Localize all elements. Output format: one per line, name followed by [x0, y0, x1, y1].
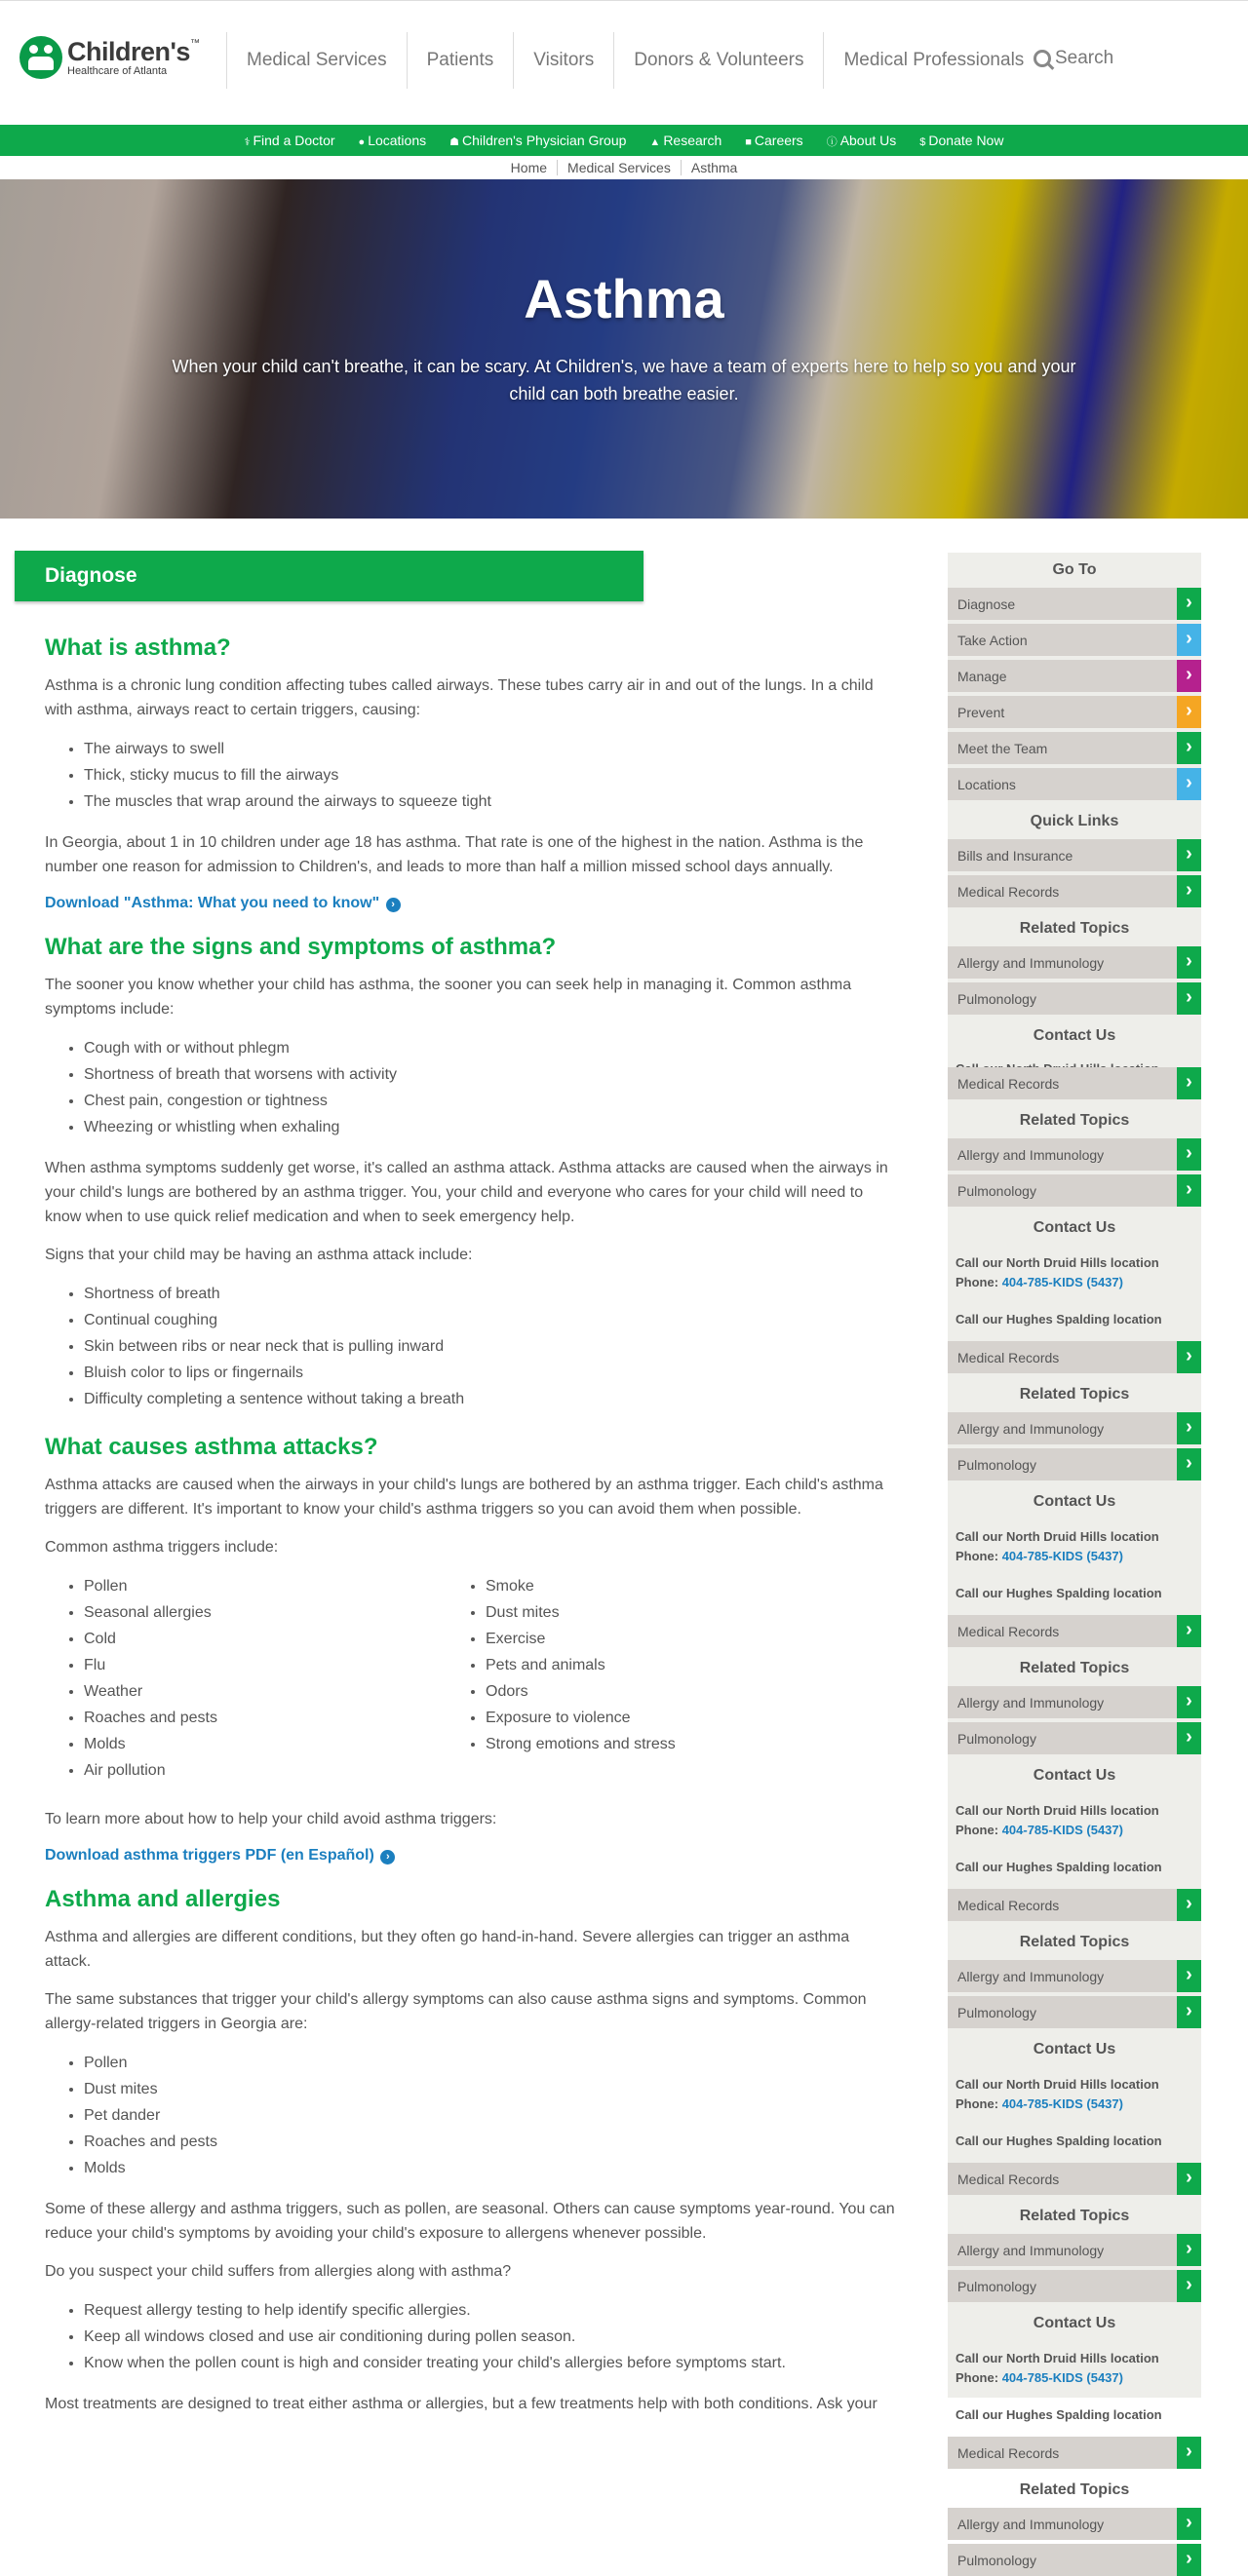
phone-link[interactable]: 404-785-KIDS (5437): [1001, 1823, 1123, 1837]
contact-block: Call our North Druid Hills location Phone: 404-785-KIDS (5437) Call our Hughes Spalding location: [956, 2077, 1162, 2148]
list-item: • The airways to swell: [84, 736, 892, 762]
triggers-columns: [45, 1573, 892, 1784]
list-item: • Molds: [84, 1731, 447, 1757]
list-symptoms: [84, 1035, 892, 1140]
phone-link[interactable]: 404-785-KIDS (5437): [1001, 1549, 1123, 1563]
search-button[interactable]: [1034, 48, 1113, 69]
list-item: • Shortness of breath that worsens with activity: [84, 1061, 892, 1088]
nav-visitors[interactable]: Visitors: [513, 32, 613, 89]
chevron-right-icon: ›: [1177, 588, 1201, 620]
util-locations[interactable]: ● Locations: [358, 133, 427, 148]
util-find-a-doctor[interactable]: ⚕ Find a Doctor: [244, 133, 335, 148]
quick-medical-records[interactable]: Medical Records ›: [948, 2437, 1201, 2469]
list-suspect: [84, 2297, 892, 2376]
list-item: • Air pollution: [84, 1757, 447, 1784]
logo-name: Children's: [67, 36, 190, 66]
list-item: • Skin between ribs or near neck that is pulling inward: [84, 1333, 892, 1360]
chevron-right-icon: ›: [1177, 1138, 1201, 1171]
chevron-right-icon: ›: [1177, 732, 1201, 764]
list-item: • Wheezing or whistling when exhaling: [84, 1114, 892, 1140]
goto-meet-the-team[interactable]: Meet the Team ›: [948, 732, 1201, 764]
list-item: • Roaches and pests: [84, 2129, 892, 2155]
related-pulmonology[interactable]: Pulmonology ›: [948, 1722, 1201, 1754]
user-md-icon: ☗: [449, 136, 459, 148]
chevron-right-icon: ›: [1177, 2163, 1201, 2195]
goto-manage[interactable]: Manage ›: [948, 660, 1201, 692]
list-item: • Cold: [84, 1626, 447, 1652]
chevron-right-icon: ›: [1177, 1722, 1201, 1754]
contact-block: Call our North Druid Hills location Phone: 404-785-KIDS (5437) Call our Hughes Spalding location: [956, 2351, 1162, 2422]
chevron-right-icon: ›: [1177, 1960, 1201, 1992]
goto-take-action[interactable]: Take Action ›: [948, 624, 1201, 656]
page-title: Asthma: [524, 268, 724, 329]
list-item: • Smoke: [486, 1573, 848, 1599]
phone-link[interactable]: 404-785-KIDS (5437): [1001, 2370, 1123, 2385]
phone-link[interactable]: 404-785-KIDS (5437): [1001, 1275, 1123, 1289]
logo-mark-icon: [20, 36, 62, 79]
heading-causes: What causes asthma attacks?: [45, 1434, 378, 1460]
logo-trademark: ™: [189, 37, 200, 49]
list-item: • Flu: [84, 1652, 447, 1678]
related-pulmonology[interactable]: Pulmonology ›: [948, 1448, 1201, 1480]
chevron-right-icon: ›: [1177, 1067, 1201, 1099]
chevron-right-icon: ›: [1177, 839, 1201, 871]
list-item: • Shortness of breath: [84, 1281, 892, 1307]
sidebar-related-title: Related Topics: [1019, 920, 1130, 937]
quick-medical-records[interactable]: Medical Records ›: [948, 2163, 1201, 2195]
hero-image-overlay: [0, 179, 1248, 519]
breadcrumb-current: Asthma: [681, 160, 747, 175]
heading-asthma-allergies: Asthma and allergies: [45, 1886, 281, 1912]
hero-subtitle: When your child can't breathe, it can be scary. At Children's, we have a team of experts here to help so you and your child can both breathe easier.: [172, 357, 1076, 404]
chevron-right-icon: ›: [1177, 2270, 1201, 2302]
breadcrumb: [0, 156, 1248, 179]
list-item: • Pollen: [84, 2050, 892, 2076]
paragraph: Asthma is a chronic lung condition affecting tubes called airways. These tubes carry air in and out of the lungs. In a child with asthma, airways react to certain triggers, causing:: [45, 677, 874, 718]
chevron-right-icon: ›: [1177, 1996, 1201, 2028]
triggers-list-left: [84, 1573, 447, 1784]
related-pulmonology[interactable]: Pulmonology ›: [948, 1174, 1201, 1207]
sidebar-contact-title: Contact Us: [1033, 2315, 1116, 2331]
related-pulmonology[interactable]: Pulmonology ›: [948, 1996, 1201, 2028]
related-allergy-immunology[interactable]: Allergy and Immunology ›: [948, 1412, 1201, 1444]
quick-medical-records[interactable]: Medical Records ›: [948, 1067, 1201, 1099]
list-item: • Pet dander: [84, 2102, 892, 2129]
list-item: • Weather: [84, 1678, 447, 1705]
list-item: • Pets and animals: [486, 1652, 848, 1678]
main-nav: [226, 32, 1043, 89]
sidebar-related-title: Related Topics: [1019, 1934, 1130, 1950]
section-header-diagnose: Diagnose: [15, 551, 644, 601]
list-allergy-triggers: [84, 2050, 892, 2181]
list-item: • Exercise: [486, 1626, 848, 1652]
search-label: Search: [1055, 48, 1114, 68]
contact-block: Call our North Druid Hills location Phone: 404-785-KIDS (5437) Call our Hughes Spalding location: [956, 1255, 1162, 1326]
contact-block-clipped: [948, 1054, 1201, 1067]
goto-locations[interactable]: Locations ›: [948, 768, 1201, 800]
list-causing: [84, 736, 892, 815]
list-item: • Keep all windows closed and use air conditioning during pollen season.: [84, 2324, 892, 2350]
chevron-right-icon: ›: [1177, 768, 1201, 800]
sidebar-related-title: Related Topics: [1019, 2208, 1130, 2224]
site-header: [0, 0, 1248, 125]
goto-diagnose[interactable]: Diagnose ›: [948, 588, 1201, 620]
map-pin-icon: ●: [358, 136, 366, 148]
list-item: • Pollen: [84, 1573, 447, 1599]
childrens-logo[interactable]: [20, 36, 199, 79]
list-item: • Cough with or without phlegm: [84, 1035, 892, 1061]
download-asthma-guide-link[interactable]: Download "Asthma: What you need to know" ›: [45, 895, 401, 912]
chevron-right-icon: ›: [1177, 624, 1201, 656]
contact-block: Call our North Druid Hills location Phone: 404-785-KIDS (5437) Call our Hughes Spalding location: [956, 1803, 1162, 1874]
related-allergy-immunology[interactable]: Allergy and Immunology ›: [948, 1138, 1201, 1171]
chevron-right-icon: ›: [1177, 1448, 1201, 1480]
chevron-right-icon: ›: [1177, 946, 1201, 979]
chevron-right-icon: ›: [1177, 1341, 1201, 1373]
hero-banner: [0, 179, 1248, 519]
paragraph: Asthma and allergies are different conditions, but they often go hand-in-hand. Severe allergies can trigger an asthma attack.: [45, 1929, 850, 1970]
chevron-right-circle-icon: ›: [386, 898, 401, 912]
stethoscope-icon: ⚕: [244, 136, 251, 148]
chevron-right-icon: ›: [1177, 875, 1201, 907]
sidebar-quick-links-title: Quick Links: [1030, 813, 1119, 829]
briefcase-icon: ■: [745, 136, 752, 148]
paragraph: The sooner you know whether your child has asthma, the sooner you can seek help in managing it. Common asthma symptoms include:: [45, 977, 852, 1018]
paragraph: When asthma symptoms suddenly get worse, it's called an asthma attack. Asthma attacks are caused when the airways in your child's lungs are bothered by an asthma trigger. You, your child and everyone who cares for your child will need to know when to use quick relief medication and when to seek emergency help.: [45, 1160, 888, 1225]
paragraph: Asthma attacks are caused when the airways in your child's lungs are bothered by an asthma trigger. Each child's asthma triggers are different. It's important to know your child's asthma triggers so you can avoid them when possible.: [45, 1477, 883, 1518]
chevron-right-icon: ›: [1177, 1174, 1201, 1207]
download-triggers-pdf-link[interactable]: Download asthma triggers PDF (en Español) ›: [45, 1847, 395, 1865]
list-item: • Know when the pollen count is high and consider treating your child's allergies before symptoms start.: [84, 2350, 892, 2376]
related-pulmonology[interactable]: Pulmonology ›: [948, 2544, 1201, 2576]
paragraph: Some of these allergy and asthma triggers, such as pollen, are seasonal. Others can cause symptoms year-round. You can reduce your child's symptoms by avoiding your child's exposure to allergens whenever possible.: [45, 2201, 895, 2242]
quick-medical-records[interactable]: Medical Records ›: [948, 875, 1201, 907]
chevron-right-icon: ›: [1177, 2437, 1201, 2469]
list-item: • Bluish color to lips or fingernails: [84, 1360, 892, 1386]
list-item: • Strong emotions and stress: [486, 1731, 848, 1757]
chevron-right-icon: ›: [1177, 1412, 1201, 1444]
sidebar: [948, 553, 1201, 2569]
nav-medical-services[interactable]: Medical Services: [226, 32, 407, 89]
sidebar-goto-title: Go To: [1052, 561, 1097, 578]
sidebar-contact-title: Contact Us: [1033, 1027, 1116, 1044]
quick-medical-records[interactable]: Medical Records ›: [948, 1341, 1201, 1373]
search-icon: [1034, 50, 1051, 67]
nav-donors-volunteers[interactable]: Donors & Volunteers: [613, 32, 823, 89]
util-research[interactable]: ▲ Research: [649, 133, 722, 148]
paragraph: Signs that your child may be having an asthma attack include:: [45, 1247, 473, 1263]
paragraph: Common asthma triggers include:: [45, 1539, 279, 1556]
related-allergy-immunology[interactable]: Allergy and Immunology ›: [948, 946, 1201, 979]
paragraph: To learn more about how to help your child avoid asthma triggers:: [45, 1811, 497, 1827]
main-content: [15, 551, 895, 2430]
chevron-right-icon: ›: [1177, 660, 1201, 692]
util-careers[interactable]: ■ Careers: [745, 133, 803, 148]
chevron-right-icon: ›: [1177, 1615, 1201, 1647]
list-item: • Chest pain, congestion or tightness: [84, 1088, 892, 1114]
quick-bills-insurance[interactable]: Bills and Insurance ›: [948, 839, 1201, 871]
paragraph: The same substances that trigger your child's allergy symptoms can also cause asthma signs and symptoms. Common allergy-related triggers in Georgia are:: [45, 1991, 867, 2032]
sidebar-contact-title: Contact Us: [1033, 1219, 1116, 1236]
info-icon: ⓘ: [826, 135, 838, 148]
sidebar-contact-title: Contact Us: [1033, 2041, 1116, 2057]
nav-medical-professionals[interactable]: Medical Professionals: [823, 32, 1043, 89]
phone-link[interactable]: 404-785-KIDS (5437): [1001, 2096, 1123, 2111]
list-item: • Roaches and pests: [84, 1705, 447, 1731]
list-item: • Thick, sticky mucus to fill the airways: [84, 762, 892, 788]
list-item: • Continual coughing: [84, 1307, 892, 1333]
list-item: • The muscles that wrap around the airways to squeeze tight: [84, 788, 892, 815]
related-pulmonology[interactable]: Pulmonology ›: [948, 982, 1201, 1015]
list-item: • Exposure to violence: [486, 1705, 848, 1731]
heading-what-is-asthma: What is asthma?: [45, 634, 231, 661]
quick-medical-records[interactable]: Medical Records ›: [948, 1889, 1201, 1921]
list-item: • Request allergy testing to help identify specific allergies.: [84, 2297, 892, 2324]
goto-prevent[interactable]: Prevent ›: [948, 696, 1201, 728]
paragraph: Most treatments are designed to treat either asthma or allergies, but a few treatments help with both conditions. Ask your: [45, 2396, 878, 2412]
quick-medical-records[interactable]: Medical Records ›: [948, 1615, 1201, 1647]
related-allergy-immunology[interactable]: Allergy and Immunology ›: [948, 1686, 1201, 1718]
chevron-right-icon: ›: [1177, 2234, 1201, 2266]
list-item: • Molds: [84, 2155, 892, 2181]
breadcrumb-home[interactable]: Home: [510, 160, 548, 175]
sidebar-related-title: Related Topics: [1019, 2481, 1130, 2498]
heading-signs-symptoms: What are the signs and symptoms of asthma?: [45, 934, 557, 960]
util-about-us[interactable]: ⓘ About Us: [826, 132, 897, 148]
nav-patients[interactable]: Patients: [407, 32, 514, 89]
logo-subtitle: Healthcare of Atlanta: [67, 64, 168, 77]
list-item: • Difficulty completing a sentence without taking a breath: [84, 1386, 892, 1412]
chevron-right-icon: ›: [1177, 2508, 1201, 2540]
chevron-right-circle-icon: ›: [380, 1850, 395, 1865]
related-allergy-immunology[interactable]: Allergy and Immunology ›: [948, 2234, 1201, 2266]
list-attack-signs: [84, 1281, 892, 1412]
list-item: • Dust mites: [486, 1599, 848, 1626]
breadcrumb-medical-services[interactable]: Medical Services: [557, 160, 681, 175]
sidebar-contact-title: Contact Us: [1033, 1493, 1116, 1510]
list-item: • Dust mites: [84, 2076, 892, 2102]
sidebar-related-title: Related Topics: [1019, 1386, 1130, 1403]
utility-bar: [0, 125, 1248, 156]
paragraph: Do you suspect your child suffers from allergies along with asthma?: [45, 2263, 512, 2280]
chevron-right-icon: ›: [1177, 2544, 1201, 2576]
paragraph: In Georgia, about 1 in 10 children under age 18 has asthma. That rate is one of the highest in the nation. Asthma is the number one reason for admission to Children's, and leads to more than half a million missed school days annually.: [45, 834, 864, 875]
related-pulmonology[interactable]: Pulmonology ›: [948, 2270, 1201, 2302]
util-physician-group[interactable]: ☗ Children's Physician Group: [449, 133, 627, 148]
chevron-right-icon: ›: [1177, 1889, 1201, 1921]
chevron-right-icon: ›: [1177, 1686, 1201, 1718]
flask-icon: ▲: [649, 136, 661, 148]
sidebar-contact-title: Contact Us: [1033, 1767, 1116, 1784]
chevron-right-icon: ›: [1177, 696, 1201, 728]
related-allergy-immunology[interactable]: Allergy and Immunology ›: [948, 2508, 1201, 2540]
list-item: • Seasonal allergies: [84, 1599, 447, 1626]
util-donate-now[interactable]: $ Donate Now: [919, 133, 1004, 148]
related-allergy-immunology[interactable]: Allergy and Immunology ›: [948, 1960, 1201, 1992]
dollar-icon: $: [919, 136, 926, 148]
chevron-right-icon: ›: [1177, 982, 1201, 1015]
sidebar-related-title: Related Topics: [1019, 1660, 1130, 1676]
triggers-list-right: [486, 1573, 848, 1784]
list-item: • Odors: [486, 1678, 848, 1705]
contact-block: Call our North Druid Hills location Phone: 404-785-KIDS (5437) Call our Hughes Spalding location: [956, 1529, 1162, 1600]
sidebar-related-title: Related Topics: [1019, 1112, 1130, 1129]
